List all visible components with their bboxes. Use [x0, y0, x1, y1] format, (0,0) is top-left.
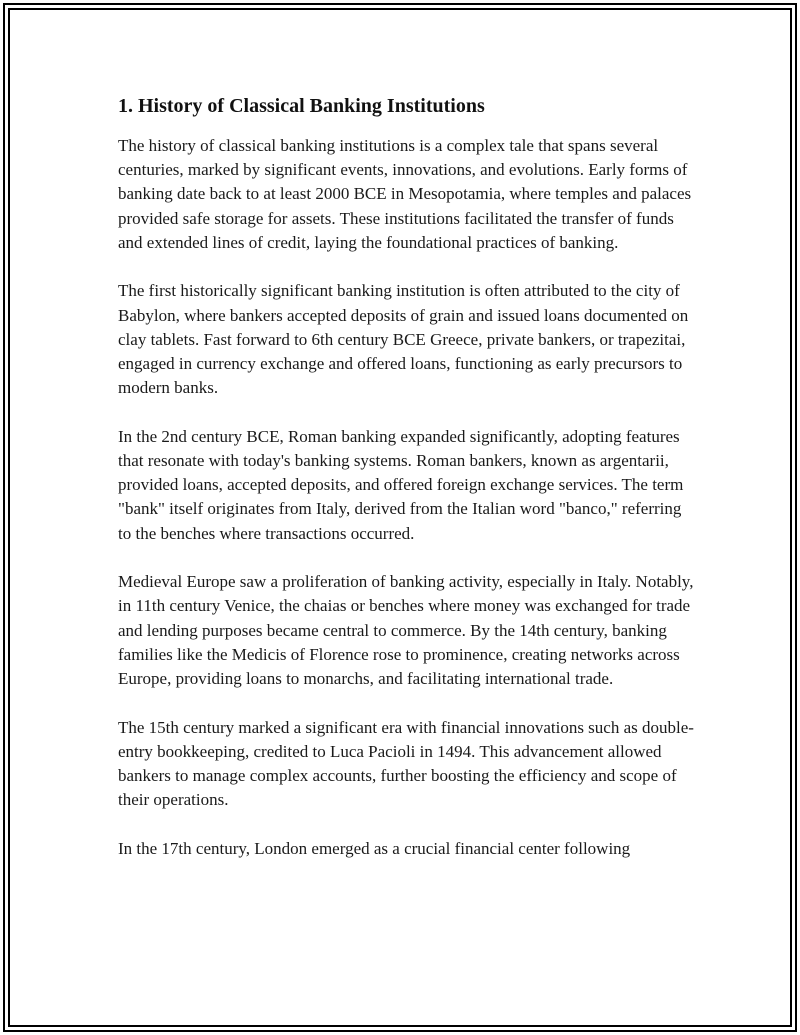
paragraph-mesopotamia: The history of classical banking institutions is a complex tale that spans several centuries, marked by significant events, innovations, and evolutions. Early forms of banking date back to at least 2000 BCE in Mesopotamia, where temples and palaces provided safe storage for assets. These institutions facilitated the transfer of funds and extended lines of credit, laying the foundational practices of banking. [118, 136, 692, 252]
paragraph-roman-banking: In the 2nd century BCE, Roman banking expanded significantly, adopting features that resonate with today's banking systems. Roman bankers, known as argentarii, provided loans, accepted deposits, and offered foreign exchange services. The term "bank" itself originates from Italy, derived from the Italian word "banco," referring to the benches where transactions occurred. [118, 426, 684, 543]
paragraph-15th-century: The 15th century marked a significant era with financial innovations such as double-entry bookkeeping, credited to Luca Pacioli in 1494. This advancement allowed bankers to manage complex accounts, further boosting the efficiency and scope of their operations. [118, 717, 694, 810]
paragraph-babylon-greece: The first historically significant banking institution is often attributed to the city of Babylon, where bankers accepted deposits of grain and issued loans documented on clay tablets. Fast forward to 6th century BCE Greece, private bankers, or trapezitai, engaged in currency exchange and offered loans, functioning as early precursors to modern banks. [118, 281, 689, 398]
paragraph-medieval-europe: Medieval Europe saw a proliferation of banking activity, especially in Italy. Notably, in 11th century Venice, the chaias or benches where money was exchanged for trade and lending purposes became central to commerce. By the 14th century, banking families like the Medicis of Florence rose to prominence, creating networks across Europe, providing loans to monarchs, and facilitating international trade. [118, 572, 694, 689]
document-body [118, 94, 698, 885]
paragraph-17th-century: In the 17th century, London emerged as a crucial financial center following [118, 838, 631, 858]
section-title: 1. History of Classical Banking Institutions [118, 95, 485, 117]
